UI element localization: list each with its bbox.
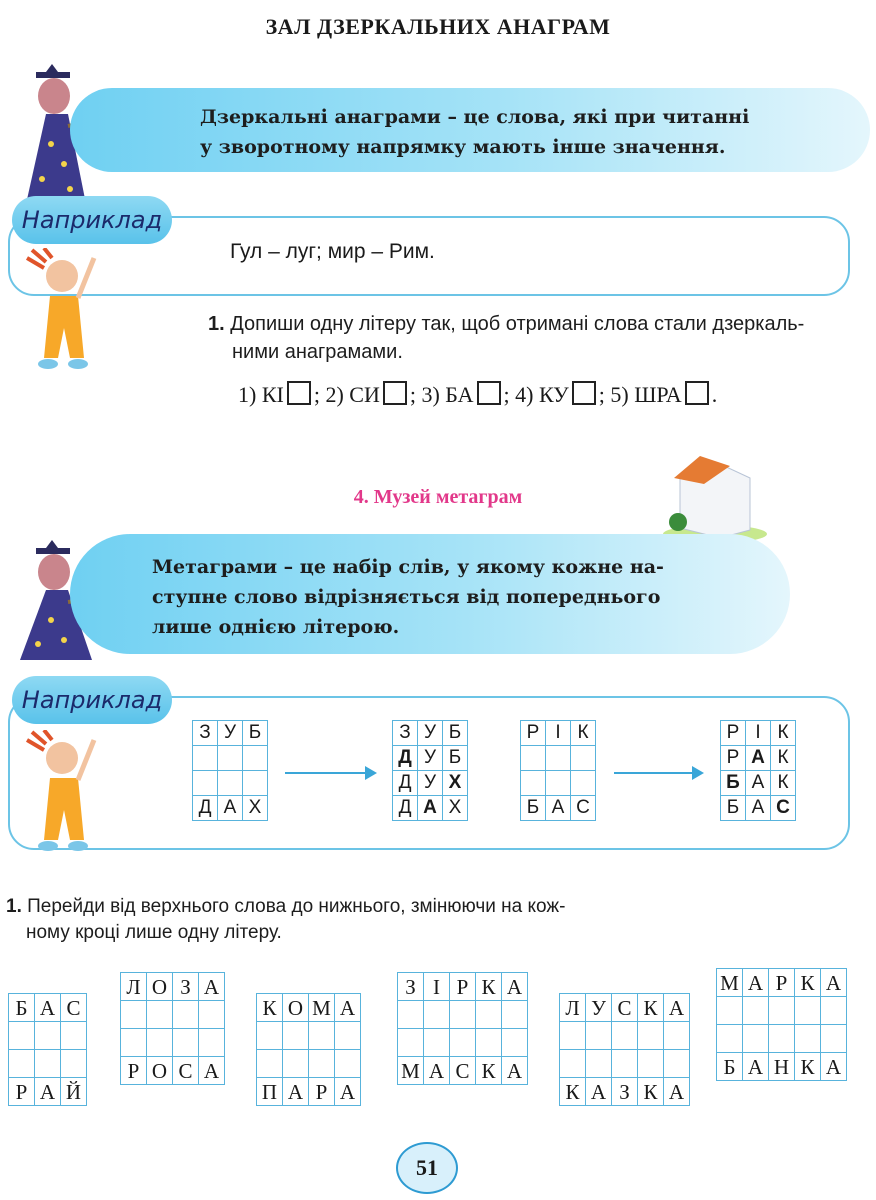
house-illustration bbox=[660, 454, 770, 544]
metagram-grid-example-4: Р І К Р А К Б А К Б А С bbox=[720, 720, 796, 821]
blank-box[interactable] bbox=[685, 381, 709, 405]
puzzle-grid-3[interactable]: К О М А П А Р А bbox=[256, 993, 361, 1106]
definition-line2: у зворотному напрямку мають інше значення. bbox=[200, 136, 726, 158]
page-title: ЗАЛ ДЗЕРКАЛЬНИХ АНАГРАМ bbox=[265, 14, 611, 39]
puzzle-grid-6[interactable]: М А Р К А Б А Н К А bbox=[716, 968, 847, 1081]
anagram-example: Гул – луг; мир – Рим. bbox=[230, 240, 435, 263]
arrow-icon bbox=[285, 772, 375, 774]
girl-illustration bbox=[22, 730, 112, 855]
puzzle-grid-4[interactable]: З І Р К А М А С К А bbox=[397, 972, 528, 1085]
example-label: Наприклад bbox=[12, 676, 172, 724]
example-label: Наприклад bbox=[12, 196, 172, 244]
arrow-icon bbox=[614, 772, 702, 774]
task2-text: 1. Перейди від верхнього слова до нижнього, змінюючи на кож- ному кроці лише одну літеру. bbox=[6, 896, 566, 943]
definition-term: Дзеркальні анаграми bbox=[200, 106, 441, 128]
blank-box[interactable] bbox=[572, 381, 596, 405]
girl-illustration bbox=[22, 248, 112, 373]
blank-box[interactable] bbox=[477, 381, 501, 405]
definition-term: Метаграми bbox=[152, 556, 278, 578]
puzzle-grid-2[interactable]: Л О З А Р О С А bbox=[120, 972, 225, 1085]
section-title: 4. Музей метаграм bbox=[353, 486, 523, 508]
metagram-grid-example-1: З У Б Д А Х bbox=[192, 720, 268, 821]
blank-box[interactable] bbox=[287, 381, 311, 405]
puzzle-grid-1[interactable]: Б А С Р А Й bbox=[8, 993, 87, 1106]
page-number: 51 bbox=[396, 1142, 458, 1194]
metagram-definition: Метаграми – це набір слів, у якому кожне на- ступне слово відрізняється від попереднього лише однією літерою. bbox=[152, 556, 664, 638]
metagram-grid-example-2: З У Б Д У Б Д У Х Д А Х bbox=[392, 720, 468, 821]
task1-text: 1. Допиши одну літеру так, щоб отримані слова стали дзеркаль- ними анаграмами. bbox=[208, 313, 805, 363]
metagram-grid-example-3: Р І К Б А С bbox=[520, 720, 596, 821]
blank-box[interactable] bbox=[383, 381, 407, 405]
anagram-definition: Дзеркальні анаграми – це слова, які при читанні у зворотному напрямку мають інше значення. bbox=[200, 106, 750, 158]
task1-items: 1) КІ ; 2) СИ ; 3) БА ; 4) КУ ; 5) ШРА . bbox=[238, 382, 718, 407]
puzzle-grid-5[interactable]: Л У С К А К А З К А bbox=[559, 993, 690, 1106]
